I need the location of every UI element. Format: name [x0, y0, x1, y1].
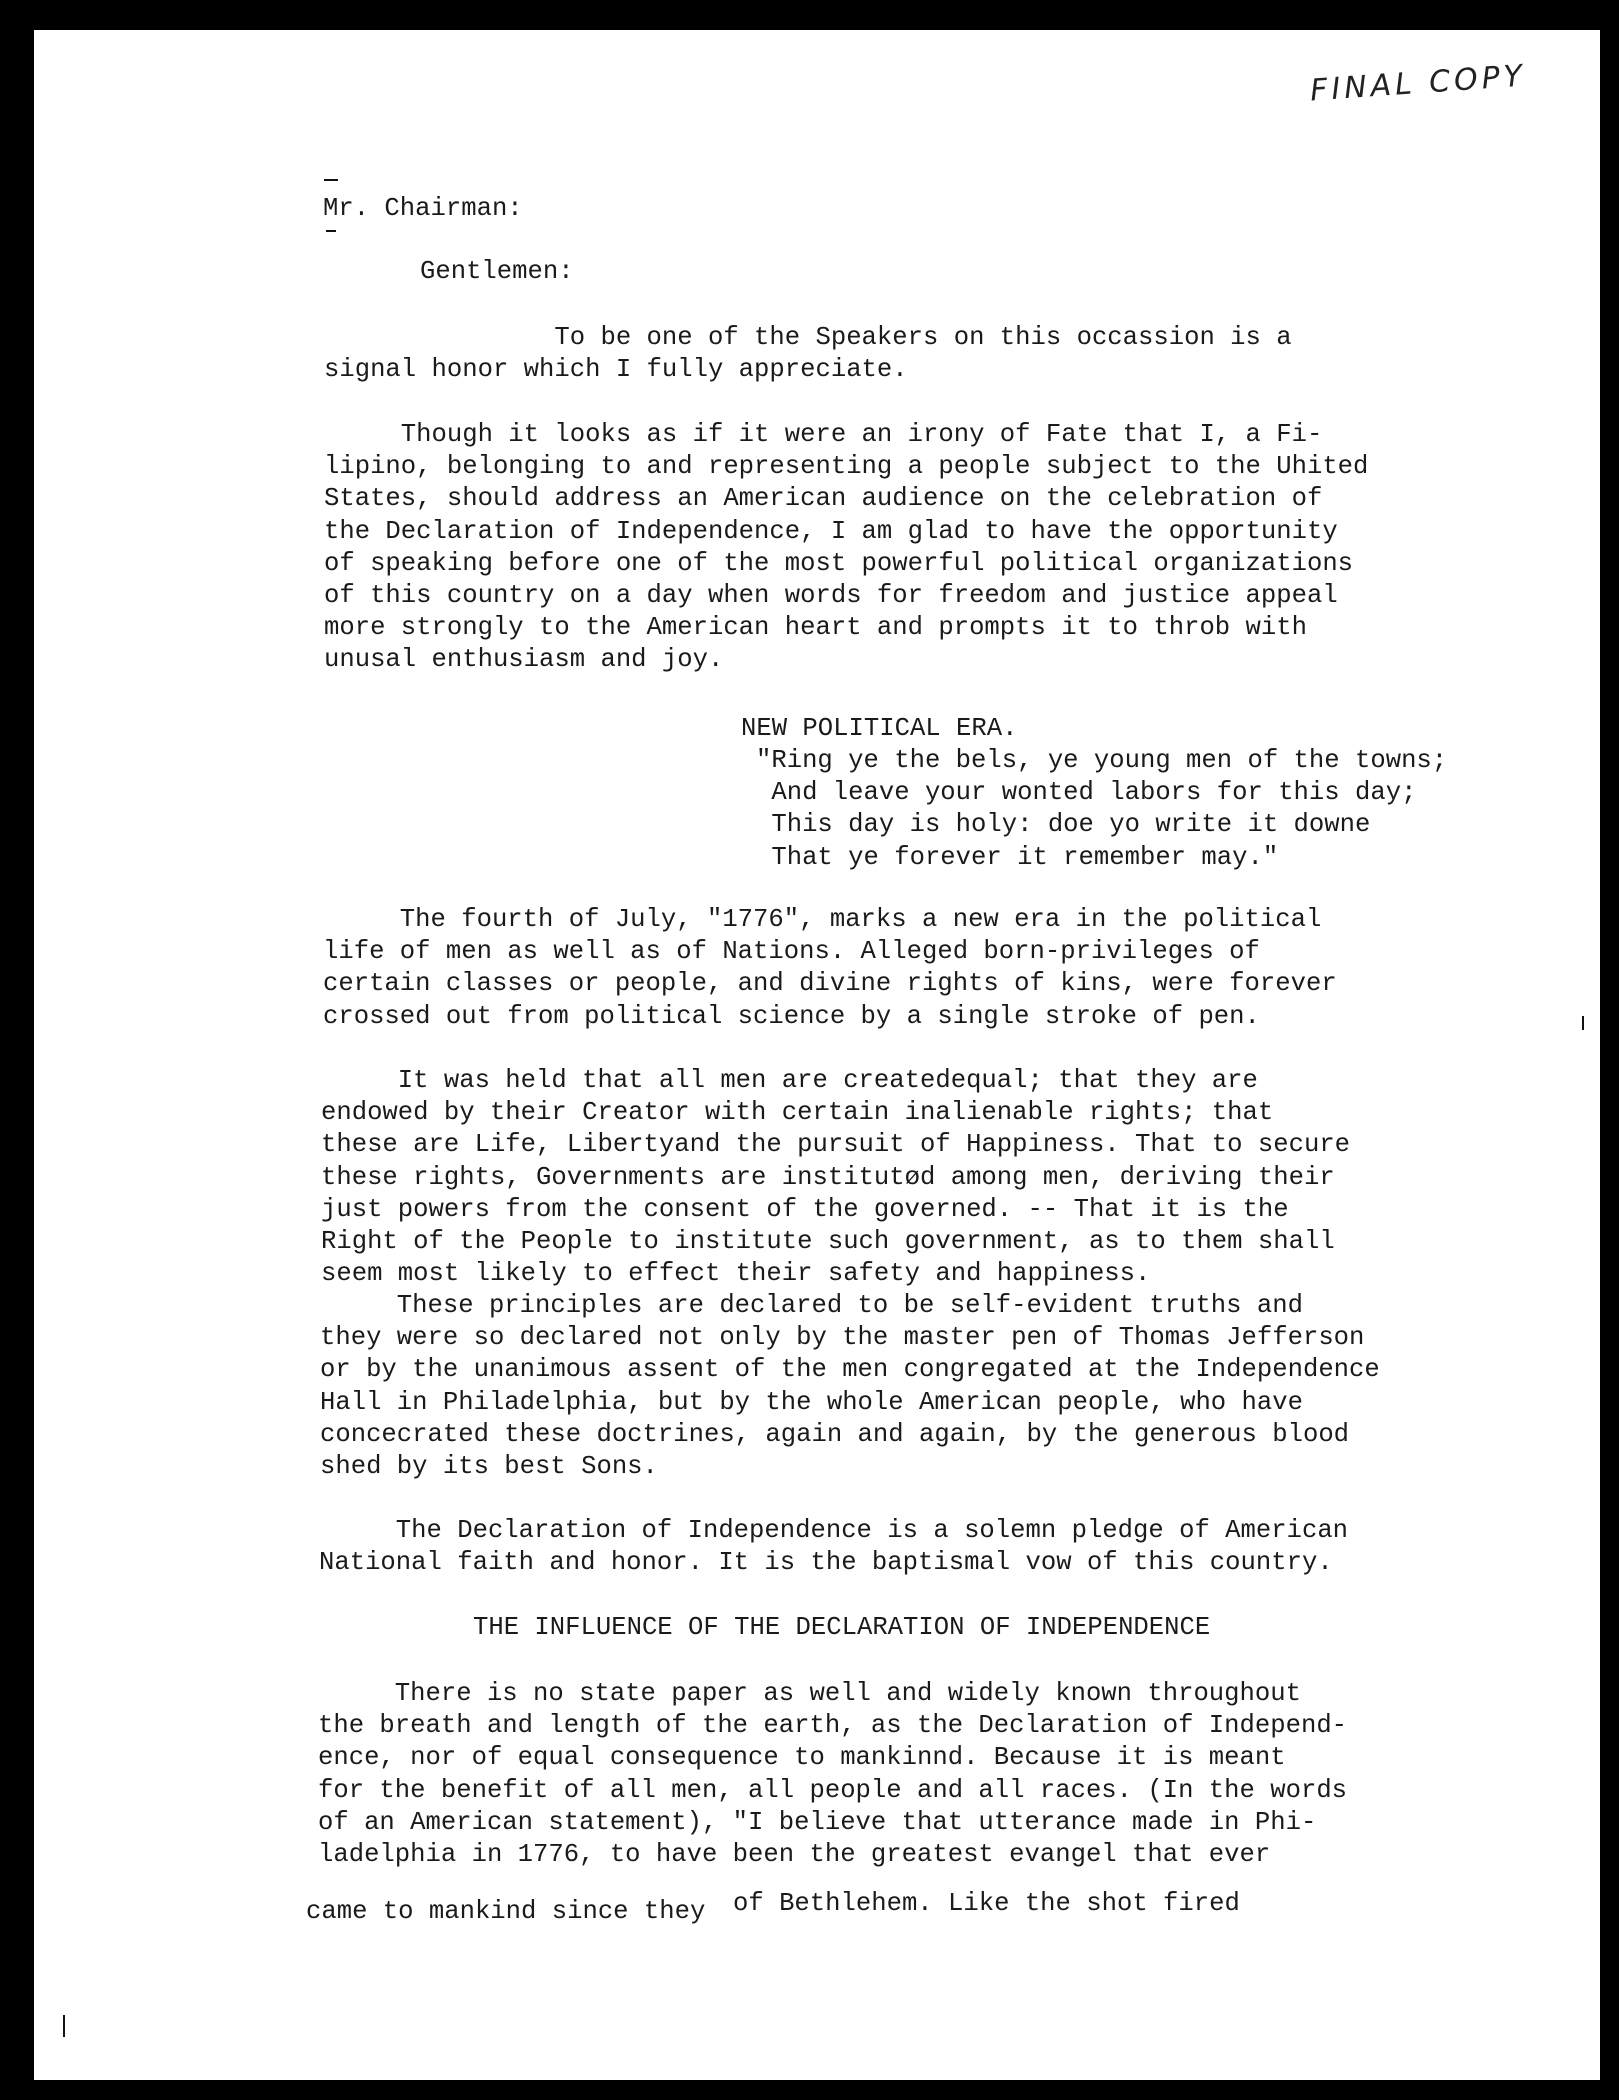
last-line-right: of Bethlehem. Like the shot fired	[733, 1889, 1240, 1918]
margin-tick-top	[324, 179, 338, 181]
paragraph-all-men-equal: It was held that all men are createdequal; that they are endowed by their Creator with certain inalienable rights; that these are Life, Libertyand the pursuit of Happiness. That to secure these rights, Governments are institutød among men, deriving their just powers from the consent of the governed. -- That it is the Right of the People to institute such government, as to them shall seem most likely to effect their safety and happiness.	[321, 1066, 1351, 1289]
greeting: Gentlemen:	[420, 257, 574, 286]
paragraph-solemn-pledge: The Declaration of Independence is a solemn pledge of American National faith and honor. It is the baptismal vow of this country.	[319, 1516, 1349, 1578]
paragraph-self-evident-truths: These principles are declared to be self-evident truths and they were so declared not only by the master pen of Thomas Jefferson or by the unanimous assent of the men congregated at the Independence Hall in Philadelphia, but by the whole American people, who have concecrated these doctrines, again and again, by the generous blood shed by its best Sons.	[320, 1291, 1380, 1482]
paragraph-fourth-of-july: The fourth of July, "1776", marks a new era in the political life of men as well as of Nations. Alleged born-privileges of certain classes or people, and divine rights of kins, were forever crossed out from political science by a single stroke of pen.	[323, 905, 1337, 1031]
last-line-left: came to mankind since they	[306, 1897, 706, 1926]
margin-tick-bottom	[326, 230, 336, 232]
handwritten-annotation: FINAL COPY	[1309, 58, 1528, 109]
bottom-left-mark	[63, 2015, 65, 2037]
paragraph-irony: Though it looks as if it were an irony of Fate that I, a Fi- lipino, belonging to and representing a people subject to the Uhited States, should address an American audience on the celebration of the Declaration of Independence, I am glad to have the opportunity of speaking before one of the most powerful political organizations of this country on a day when words for freedom and justice appeal more strongly to the American heart and prompts it to throb with unusal enthusiasm and joy.	[324, 420, 1369, 675]
paragraph-state-paper: There is no state paper as well and widely known throughout the breath and length of the earth, as the Declaration of Independ- ence, nor of equal consequence to mankinnd. Because it is meant for the benefit of all men, all people and all races. (In the words of an American statement), "I believe that utterance made in Phi- ladelphia in 1776, to have been the greatest evangel that ever	[318, 1679, 1348, 1870]
heading-influence-of-declaration: THE INFLUENCE OF THE DECLARATION OF INDEPENDENCE	[473, 1613, 1211, 1642]
salutation: Mr. Chairman:	[323, 194, 523, 223]
poem-quote: "Ring ye the bels, ye young men of the towns; And leave your wonted labors for this day; This day is holy: doe yo write it downe That ye forever it remember may."	[756, 746, 1448, 872]
paragraph-opening: To be one of the Speakers on this occassion is a signal honor which I fully appreciate.	[324, 323, 1292, 385]
section-title-new-political-era: NEW POLITICAL ERA.	[741, 714, 1018, 743]
document-page	[34, 30, 1600, 2080]
right-margin-mark	[1582, 1016, 1584, 1030]
